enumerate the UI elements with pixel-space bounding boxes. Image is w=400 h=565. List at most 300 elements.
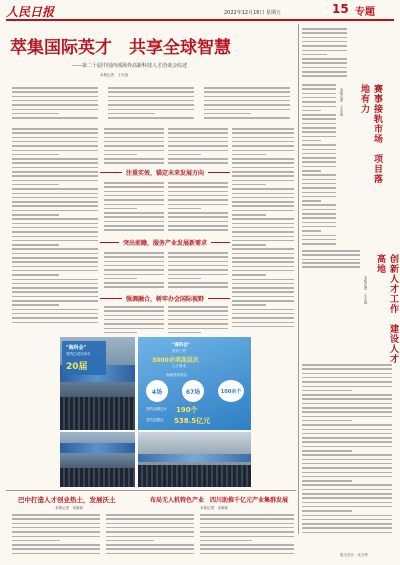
text-line [200, 518, 294, 520]
text-line [232, 162, 294, 164]
text-line [200, 544, 294, 546]
text-line [12, 193, 98, 195]
text-line [232, 218, 294, 220]
section-label: 专题 [355, 7, 375, 18]
text-line [106, 518, 194, 520]
text-line [302, 88, 336, 90]
text-line [232, 296, 294, 298]
text-line [12, 184, 59, 186]
text-line [12, 141, 98, 143]
text-line [104, 323, 164, 325]
text-line [302, 532, 392, 534]
text-line [12, 175, 98, 177]
text-line [302, 75, 347, 77]
text-line [302, 515, 392, 517]
stat-circle-3: 100余个 [218, 380, 244, 402]
text-line [108, 87, 194, 89]
text-line [204, 100, 290, 102]
text-line [302, 519, 392, 521]
text-line [12, 261, 98, 263]
text-line [302, 226, 336, 228]
text-line [302, 493, 392, 495]
text-line [302, 166, 336, 168]
text-line [232, 180, 294, 182]
section-header-1: 注重实效，锚定未来发展方向 [100, 167, 230, 178]
text-line [168, 265, 228, 267]
text-line [104, 269, 164, 271]
text-line [12, 287, 98, 289]
text-line [12, 309, 98, 311]
text-line [104, 195, 164, 197]
text-line [232, 210, 294, 212]
text-line [12, 240, 98, 242]
text-line [104, 212, 164, 214]
stat-circle-2: 67场 [182, 380, 204, 402]
text-line [232, 128, 294, 130]
text-line [302, 398, 392, 400]
bottom-mid-byline: 本报记者 宋豪新 [200, 506, 228, 510]
text-line [104, 182, 164, 184]
text-line [12, 96, 98, 98]
text-line [232, 248, 294, 250]
text-line [106, 540, 154, 542]
text-line [302, 480, 352, 482]
bottom-mid-title: 布局无人机特色产业 四川助推千亿元产业集群发展 [150, 497, 289, 504]
text-line [12, 304, 59, 306]
masthead-date: 2022年12月16日 星期五 [224, 10, 282, 16]
text-line [302, 506, 392, 508]
text-line [302, 373, 392, 375]
text-line [232, 317, 294, 319]
text-line [232, 231, 294, 233]
sidebar-byline-1: 本报记者 王永战 [340, 88, 344, 116]
text-line [302, 50, 347, 52]
text-line [302, 476, 392, 478]
text-line [168, 199, 228, 201]
text-line [104, 199, 164, 201]
text-line [302, 467, 392, 469]
page-number: 15 [332, 2, 349, 16]
text-line [302, 144, 336, 146]
text-line [302, 441, 392, 443]
text-line [232, 274, 266, 276]
text-line [106, 523, 194, 525]
text-line [12, 128, 98, 130]
text-line [232, 188, 294, 190]
text-line [12, 536, 100, 538]
text-line [302, 254, 360, 256]
text-line [302, 429, 392, 431]
text-line [168, 269, 228, 271]
text-line [12, 253, 98, 255]
text-line [302, 140, 321, 142]
text-line [302, 209, 336, 211]
text-line [232, 145, 294, 147]
text-line [104, 332, 137, 334]
text-line [168, 128, 228, 130]
text-line [12, 257, 98, 259]
text-line [106, 531, 194, 533]
text-line [302, 114, 336, 116]
text-line [12, 248, 98, 250]
text-line [12, 214, 59, 216]
text-line [168, 132, 228, 134]
conference-photo-bottom-mid [138, 432, 251, 487]
text-line [168, 274, 228, 276]
text-line [302, 472, 392, 474]
text-line [302, 377, 392, 379]
text-line [232, 167, 294, 169]
text-line [12, 154, 59, 156]
text-line [12, 514, 100, 516]
text-line [104, 274, 164, 276]
text-line [104, 306, 164, 308]
text-line [12, 274, 59, 276]
text-line [200, 514, 294, 516]
text-line [302, 463, 392, 465]
info-head: "海科会" [172, 343, 191, 348]
infographic-center [138, 337, 251, 430]
text-line [12, 283, 98, 285]
text-line [12, 227, 98, 229]
text-line [302, 196, 336, 198]
text-line [12, 553, 100, 555]
text-line [168, 204, 228, 206]
text-line [302, 84, 336, 86]
text-line [232, 244, 266, 246]
text-line [168, 256, 228, 258]
text-line [302, 262, 360, 264]
text-line [232, 300, 294, 302]
text-line [204, 104, 290, 106]
text-line [168, 310, 228, 312]
info-line2: 人才需求 [172, 364, 186, 368]
text-line [232, 313, 294, 315]
text-line [108, 109, 194, 111]
info-line1: 发布了约 [172, 349, 186, 353]
text-line [104, 315, 164, 317]
text-line [302, 32, 347, 34]
text-line [168, 332, 201, 334]
text-line [200, 523, 294, 525]
text-line [302, 97, 336, 99]
text-line [168, 191, 228, 193]
text-line [302, 437, 392, 439]
text-line [12, 188, 98, 190]
text-line [104, 256, 164, 258]
text-line [168, 315, 228, 317]
text-line [232, 154, 266, 156]
info-left-big: 20届 [66, 362, 88, 372]
text-line [12, 270, 98, 272]
text-line [12, 291, 98, 293]
text-line [302, 71, 347, 73]
text-line [200, 553, 294, 555]
text-line [302, 110, 321, 112]
text-line [232, 193, 294, 195]
main-byline: 本报记者 王永战 [100, 73, 128, 77]
text-line [302, 54, 327, 56]
info-sub-label2: 签约总额达 [146, 418, 164, 422]
text-line [12, 117, 98, 119]
text-line [302, 157, 336, 159]
text-line [168, 154, 201, 156]
text-line [302, 411, 392, 413]
sidebar-byline-2: 本报记者 王永战 [364, 276, 368, 304]
text-line [12, 548, 100, 550]
text-line [302, 394, 392, 396]
info-left-head: "海科会" [66, 345, 87, 351]
text-line [104, 158, 164, 160]
text-line [302, 484, 392, 486]
text-line [204, 87, 290, 89]
text-line [200, 536, 294, 538]
info-big1: 3000余项高层次 [152, 357, 199, 364]
text-line [302, 28, 347, 30]
text-line [12, 171, 98, 173]
text-line [302, 106, 336, 108]
text-line [106, 553, 194, 555]
text-line [302, 433, 392, 435]
text-line [104, 141, 164, 143]
bottom-rule [6, 490, 296, 491]
masthead-rule [6, 19, 394, 21]
text-line [12, 145, 98, 147]
text-line [302, 523, 392, 525]
text-line [12, 279, 98, 281]
text-line [302, 454, 392, 456]
text-line [302, 239, 336, 241]
text-line [302, 403, 392, 405]
text-line [106, 514, 194, 516]
info-sub-label1: 签约金额总计 [146, 407, 167, 411]
text-line [232, 137, 294, 139]
text-line [104, 225, 164, 227]
text-line [302, 149, 336, 151]
text-line [168, 306, 228, 308]
text-line [104, 208, 137, 210]
text-line [12, 531, 100, 533]
text-line [302, 407, 392, 409]
text-line [12, 296, 98, 298]
text-line [12, 87, 98, 89]
text-line [302, 527, 392, 529]
bottom-left-title: 巴中打造人才创业热土，发展沃土 [18, 496, 116, 504]
text-line [168, 158, 228, 160]
text-line [232, 291, 294, 293]
text-line [302, 45, 347, 47]
text-line [12, 91, 98, 93]
text-line [108, 96, 194, 98]
text-line [12, 210, 98, 212]
text-line [302, 204, 336, 206]
info-big2: 190个 [176, 406, 198, 414]
sidebar-divider [298, 24, 299, 534]
text-line [302, 243, 336, 245]
text-line [12, 218, 98, 220]
text-line [104, 278, 137, 280]
text-line [168, 208, 201, 210]
text-line [232, 227, 294, 229]
text-line [12, 236, 98, 238]
text-line [104, 286, 164, 288]
text-line [232, 214, 266, 216]
text-line [12, 132, 98, 134]
info-left-line: 签约已成功举办 [66, 352, 91, 356]
text-line [168, 162, 228, 164]
text-line [204, 96, 290, 98]
text-line [232, 257, 294, 259]
text-line [168, 182, 228, 184]
text-line [12, 544, 100, 546]
bottom-left-byline: 本报记者 宋豪新 [55, 506, 83, 510]
text-line [104, 162, 164, 164]
text-line [200, 527, 294, 529]
text-line [168, 282, 228, 284]
text-line [302, 123, 336, 125]
masthead-logo: 人民日报 [6, 5, 55, 19]
text-line [302, 62, 347, 64]
text-line [200, 531, 294, 533]
text-line [168, 221, 228, 223]
text-line [104, 145, 164, 147]
text-line [104, 216, 164, 218]
text-line [302, 174, 336, 176]
text-line [168, 319, 228, 321]
text-line [104, 204, 164, 206]
text-line [12, 162, 98, 164]
text-line [232, 201, 294, 203]
text-line [232, 283, 294, 285]
text-line [12, 180, 98, 182]
text-line [302, 131, 336, 133]
text-line [108, 113, 155, 115]
text-line [12, 244, 59, 246]
text-line [12, 313, 98, 315]
text-line [302, 161, 336, 163]
text-line [232, 197, 294, 199]
text-line [168, 195, 228, 197]
text-line [12, 150, 98, 152]
text-line [104, 252, 164, 254]
text-line [204, 109, 290, 111]
text-line [12, 113, 59, 115]
text-line [200, 540, 252, 542]
text-line [12, 322, 98, 324]
text-line [106, 527, 194, 529]
text-line [12, 527, 100, 529]
text-line [168, 141, 228, 143]
section-header-3: 强调融合，树牢办会国际视野 [100, 293, 230, 304]
text-line [168, 278, 201, 280]
footer-credit: 版式设计：沈亦伶 [340, 553, 368, 557]
text-line [232, 236, 294, 238]
text-line [232, 141, 294, 143]
text-line [302, 192, 336, 194]
text-line [168, 328, 228, 330]
section-header-2: 突出前瞻，服务产业发展新需求 [100, 237, 230, 248]
text-line [232, 223, 294, 225]
text-line [302, 450, 352, 452]
text-line [104, 328, 164, 330]
text-line [104, 319, 164, 321]
text-line [12, 317, 98, 319]
text-line [302, 67, 347, 69]
text-line [168, 186, 228, 188]
text-line [12, 223, 98, 225]
text-line [302, 266, 360, 268]
text-line [104, 265, 164, 267]
text-line [232, 184, 266, 186]
text-line [104, 310, 164, 312]
text-line [168, 137, 228, 139]
text-line [168, 252, 228, 254]
text-line [302, 58, 347, 60]
text-line [302, 93, 336, 95]
text-line [302, 510, 352, 512]
text-line [232, 158, 294, 160]
text-line [12, 109, 98, 111]
text-line [302, 200, 321, 202]
text-line [232, 304, 266, 306]
text-line [12, 231, 98, 233]
sidebar-title-2: 创新人才工作 建设人才高地 [375, 254, 398, 364]
main-title: 萃集国际英才 共享全球智慧 [10, 38, 231, 58]
text-line [232, 132, 294, 134]
text-line [232, 326, 294, 328]
text-line [232, 240, 294, 242]
text-line [106, 536, 194, 538]
text-line [104, 154, 137, 156]
main-subtitle: ——第二十届中国西部海外高新科技人才洽谈会综述 [72, 63, 188, 69]
text-line [302, 136, 336, 138]
text-line [232, 322, 294, 324]
text-line [106, 548, 194, 550]
infographic-left-box [62, 341, 106, 375]
text-line [232, 253, 294, 255]
text-line [12, 104, 98, 106]
text-line [108, 91, 194, 93]
text-line [12, 540, 60, 542]
text-line [232, 266, 294, 268]
text-line [302, 170, 321, 172]
text-line [104, 229, 164, 231]
text-line [232, 205, 294, 207]
info-big3: 538.5亿元 [174, 417, 211, 425]
text-line [302, 183, 336, 185]
text-line [302, 446, 392, 448]
text-line [302, 416, 392, 418]
stat-circle-1: 4场 [146, 380, 168, 402]
text-line [232, 287, 294, 289]
text-line [168, 323, 228, 325]
text-line [302, 497, 392, 499]
text-line [302, 213, 336, 215]
text-line [12, 266, 98, 268]
text-line [302, 502, 392, 504]
text-line [200, 548, 294, 550]
text-line [108, 104, 194, 106]
sidebar-title-1: 赛事接轨市场 项目落地有力 [359, 84, 382, 184]
text-line [232, 175, 294, 177]
text-line [302, 230, 321, 232]
text-line [204, 91, 290, 93]
text-line [108, 100, 194, 102]
text-line [12, 300, 98, 302]
text-line [302, 222, 336, 224]
text-line [302, 153, 336, 155]
text-line [168, 212, 228, 214]
